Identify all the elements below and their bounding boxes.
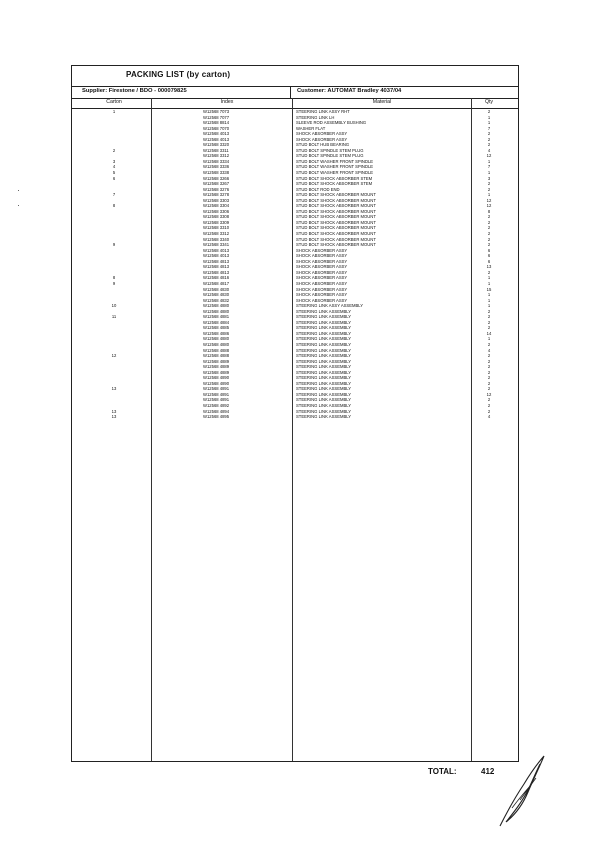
- row-material: STEERING LINK ASSEMBLY: [296, 314, 352, 320]
- row-index: W12568 4888: [203, 353, 230, 359]
- row-index: W12568 4889: [203, 369, 230, 375]
- row-material: STEERING LINK ASSY ASSEMBLY: [296, 303, 364, 309]
- row-material: STEERING LINK ASSEMBLY: [296, 369, 352, 375]
- row-material: STEERING LINK ASSEMBLY: [296, 330, 352, 336]
- row-carton: 3: [112, 158, 116, 164]
- row-qty: 2: [487, 219, 491, 225]
- row-qty: 2: [487, 325, 491, 331]
- row-index: W12568 3340: [203, 236, 230, 242]
- row-material: SHOCK ABSORBER ASSY: [296, 269, 348, 275]
- row-index: W12568 4888: [203, 347, 230, 353]
- row-qty: 7: [487, 125, 491, 131]
- row-carton: 13: [111, 414, 117, 420]
- row-material: STUD BOLT SPINDLE STEM PLUG: [296, 147, 364, 153]
- row-material: WASHER FLAT: [296, 125, 326, 131]
- handwritten-signature: [490, 750, 560, 830]
- row-index: W12568 4891: [203, 386, 230, 392]
- row-index: W12568 8814: [203, 120, 230, 126]
- total-value: 412: [481, 767, 495, 776]
- row-index: W12568 3311: [203, 147, 229, 153]
- row-qty: 7: [487, 164, 491, 170]
- row-index: W12568 4813: [203, 269, 230, 275]
- row-qty: 2: [487, 236, 491, 242]
- row-material: STEERING LINK ASSEMBLY: [296, 364, 352, 370]
- row-index: W12568 7077: [203, 114, 230, 120]
- row-qty: 1: [487, 114, 491, 120]
- row-index: W12568 4891: [203, 397, 230, 403]
- row-index: W12568 3276: [203, 186, 230, 192]
- row-qty: 1: [487, 120, 491, 126]
- row-index: W12568 4889: [203, 358, 230, 364]
- header-qty: Qty: [484, 99, 494, 105]
- row-material: SHOCK ABSORBER ASSY: [296, 286, 348, 292]
- row-index: W12568 4832: [203, 297, 230, 303]
- row-qty: 2: [487, 231, 491, 237]
- row-material: STUD BOLT SHOCK ABSORBER MOUNT: [296, 197, 376, 203]
- row-material: STEERING LINK LH: [296, 114, 335, 120]
- row-material: STUD BOLT SPINDLE STEM PLUG: [296, 153, 364, 159]
- row-qty: 2: [487, 364, 491, 370]
- row-index: W12568 7073: [203, 109, 230, 114]
- row-material: STEERING LINK ASSEMBLY: [296, 319, 352, 325]
- row-index: W12568 4816: [203, 275, 230, 281]
- header-carton: Carton: [106, 99, 122, 105]
- row-material: STEERING LINK ASSEMBLY: [296, 353, 352, 359]
- row-material: STUD BOLT SHOCK ABSORBER STEM: [296, 175, 373, 181]
- row-material: SHOCK ABSORBER ASSY: [296, 131, 348, 137]
- row-carton: 12: [111, 353, 117, 359]
- row-carton: 13: [111, 408, 117, 414]
- header-index: Index: [220, 99, 234, 105]
- packing-list-sheet: [71, 65, 519, 762]
- row-index: W12568 4830: [203, 286, 230, 292]
- row-qty: 12: [486, 197, 492, 203]
- row-index: W12568 3304: [203, 203, 230, 209]
- row-material: STEERING LINK ASSEMBLY: [296, 341, 352, 347]
- row-qty: 1: [487, 280, 491, 286]
- row-material: STEERING LINK ASSEMBLY: [296, 380, 352, 386]
- row-index: W12568 4889: [203, 364, 230, 370]
- row-index: W12568 7070: [203, 125, 230, 131]
- row-index: W12568 3306: [203, 208, 230, 214]
- row-carton: 4: [112, 164, 116, 170]
- row-material: STEERING LINK ASSEMBLY: [296, 397, 352, 403]
- scan-mark: [18, 190, 19, 191]
- row-index: W12568 4890: [203, 380, 230, 386]
- row-material: STUD BOLT SHOCK ABSORBER MOUNT: [296, 219, 376, 225]
- row-qty: 8: [487, 208, 491, 214]
- row-index: W12568 4880: [203, 303, 230, 309]
- row-qty: 2: [487, 242, 491, 248]
- row-qty: 6: [487, 253, 491, 259]
- row-index: W12568 4884: [203, 319, 230, 325]
- row-material: SHOCK ABSORBER ASSY: [296, 136, 348, 142]
- row-index: W12568 3338: [203, 170, 230, 176]
- row-qty: 2: [487, 341, 491, 347]
- row-qty: 2: [487, 181, 491, 187]
- row-material: STEERING LINK ASSEMBLY: [296, 402, 352, 408]
- row-index: W12568 4891: [203, 391, 230, 397]
- row-qty: 14: [486, 330, 492, 336]
- row-index: W12568 4892: [203, 402, 230, 408]
- row-qty: 2: [487, 319, 491, 325]
- row-carton: 1: [112, 109, 116, 114]
- row-qty: 6: [487, 258, 491, 264]
- row-qty: 2: [487, 369, 491, 375]
- row-material: SHOCK ABSORBER ASSY: [296, 247, 348, 253]
- row-qty: 4: [487, 414, 491, 420]
- row-qty: 2: [487, 353, 491, 359]
- row-carton: 9: [112, 242, 116, 248]
- table-header: [72, 98, 518, 109]
- row-carton: 8: [112, 275, 116, 281]
- row-qty: 4: [487, 147, 491, 153]
- row-qty: 2: [487, 314, 491, 320]
- row-qty: 2: [487, 269, 491, 275]
- row-material: SLEEVE ROD ASSEMBLY BUSHING: [296, 120, 367, 126]
- header-material: Material: [372, 99, 392, 105]
- row-qty: 2: [487, 225, 491, 231]
- row-material: STEERING LINK ASSY RHT: [296, 109, 350, 114]
- row-material: STUD BOLT WASHER FRONT SPINDLE: [296, 164, 374, 170]
- row-index: W12568 4885: [203, 325, 230, 331]
- row-qty: 1: [487, 192, 491, 198]
- row-qty: 1: [487, 275, 491, 281]
- row-qty: 2: [487, 386, 491, 392]
- row-index: W12568 3266: [203, 175, 230, 181]
- row-index: W12568 4817: [203, 280, 230, 286]
- row-material: STUD BOLT SHOCK ABSORBER MOUNT: [296, 192, 376, 198]
- table-row: [72, 414, 520, 420]
- row-qty: 3: [487, 175, 491, 181]
- row-material: STEERING LINK ASSEMBLY: [296, 358, 352, 364]
- row-index: W12568 3312: [203, 153, 230, 159]
- row-qty: 2: [487, 308, 491, 314]
- row-material: STUD BOLT WASHER FRONT SPINDLE: [296, 170, 374, 176]
- row-qty: 2: [487, 136, 491, 142]
- row-qty: 1: [487, 303, 491, 309]
- row-index: W12568 4830: [203, 292, 230, 298]
- total-label: TOTAL:: [428, 767, 457, 776]
- row-carton: 9: [112, 280, 116, 286]
- row-material: STEERING LINK ASSEMBLY: [296, 391, 352, 397]
- row-qty: 2: [487, 380, 491, 386]
- row-material: STEERING LINK ASSEMBLY: [296, 308, 352, 314]
- row-material: STUD BOLT SHOCK ABSORBER MOUNT: [296, 203, 376, 209]
- row-material: STUD BOLT WASHER FRONT SPINDLE: [296, 158, 374, 164]
- row-index: W12568 3267: [203, 181, 230, 187]
- row-carton: 2: [112, 147, 116, 153]
- row-qty: 2: [487, 402, 491, 408]
- row-material: STUD BOLT SHOCK ABSORBER MOUNT: [296, 208, 376, 214]
- row-index: W12568 4895: [203, 414, 230, 420]
- row-qty: 1: [487, 336, 491, 342]
- row-material: STEERING LINK ASSEMBLY: [296, 408, 352, 414]
- row-material: STEERING LINK ASSEMBLY: [296, 325, 352, 331]
- row-material: STUD BOLT SHOCK ABSORBER MOUNT: [296, 242, 376, 248]
- row-material: SHOCK ABSORBER ASSY: [296, 297, 348, 303]
- row-qty: 2: [487, 408, 491, 414]
- row-material: SHOCK ABSORBER ASSY: [296, 280, 348, 286]
- row-qty: 12: [486, 153, 492, 159]
- row-index: W12568 4013: [203, 253, 230, 259]
- row-index: W12568 4013: [203, 247, 230, 253]
- row-qty: 13: [486, 264, 492, 270]
- supplier-label: Supplier: Firestone / BDO - 000079825: [82, 88, 187, 94]
- row-material: STEERING LINK ASSEMBLY: [296, 336, 352, 342]
- row-index: W12568 4013: [203, 136, 230, 142]
- row-qty: 2: [487, 358, 491, 364]
- info-divider: [290, 86, 291, 98]
- row-index: W12568 3312: [203, 231, 230, 237]
- row-material: STEERING LINK ASSEMBLY: [296, 414, 352, 420]
- row-qty: 1: [487, 292, 491, 298]
- row-index: W12568 3334: [203, 158, 230, 164]
- row-qty: 2: [487, 397, 491, 403]
- title-row: [72, 66, 518, 87]
- row-index: W12568 3310: [203, 225, 230, 231]
- row-qty: 1: [487, 297, 491, 303]
- row-index: W12568 4880: [203, 341, 230, 347]
- row-index: W12568 4813: [203, 264, 230, 270]
- row-carton: 7: [112, 192, 116, 198]
- row-carton: 6: [112, 175, 116, 181]
- row-index: W12568 4881: [203, 314, 230, 320]
- row-qty: 2: [487, 109, 491, 114]
- row-qty: 2: [487, 375, 491, 381]
- row-index: W12568 3308: [203, 214, 230, 220]
- row-index: W12568 3309: [203, 219, 230, 225]
- row-material: SHOCK ABSORBER ASSY: [296, 253, 348, 259]
- row-carton: 10: [111, 303, 117, 309]
- row-material: STEERING LINK ASSEMBLY: [296, 386, 352, 392]
- row-index: W12568 3336: [203, 164, 230, 170]
- row-qty: 4: [487, 347, 491, 353]
- row-index: W12568 4886: [203, 330, 230, 336]
- row-index: W12568 4890: [203, 375, 230, 381]
- row-qty: 12: [486, 203, 492, 209]
- row-material: SHOCK ABSORBER ASSY: [296, 292, 348, 298]
- row-material: STUD BOLT SHOCK ABSORBER MOUNT: [296, 214, 376, 220]
- table-body: [72, 109, 520, 420]
- row-carton: 13: [111, 386, 117, 392]
- row-material: SHOCK ABSORBER ASSY: [296, 264, 348, 270]
- customer-label: Customer: AUTOMAT Bradley 4037/04: [297, 88, 402, 94]
- row-material: STEERING LINK ASSEMBLY: [296, 375, 352, 381]
- row-index: W12568 4813: [203, 258, 230, 264]
- row-carton: 11: [111, 314, 117, 320]
- row-qty: 1: [487, 170, 491, 176]
- row-carton: 5: [112, 170, 116, 176]
- row-qty: 6: [487, 247, 491, 253]
- row-material: SHOCK ABSORBER ASSY: [296, 275, 348, 281]
- row-carton: 8: [112, 203, 116, 209]
- row-index: W12568 4880: [203, 308, 230, 314]
- row-qty: 2: [487, 214, 491, 220]
- document-title: PACKING LIST (by carton): [126, 70, 231, 79]
- scan-mark: [18, 205, 19, 206]
- row-index: W12568 3278: [203, 192, 230, 198]
- row-qty: 12: [486, 391, 492, 397]
- row-qty: 1: [487, 158, 491, 164]
- row-material: SHOCK ABSORBER ASSY: [296, 258, 348, 264]
- row-qty: 2: [487, 186, 491, 192]
- row-material: STUD BOLT SHOCK ABSORBER MOUNT: [296, 231, 376, 237]
- row-material: STUD BOLT ROD END: [296, 186, 340, 192]
- row-material: STUD BOLT HUB BEARING: [296, 142, 350, 148]
- row-material: STEERING LINK ASSEMBLY: [296, 347, 352, 353]
- row-material: STUD BOLT SHOCK ABSORBER MOUNT: [296, 236, 376, 242]
- row-index: W12568 3341: [203, 242, 230, 248]
- row-index: W12568 3320: [203, 142, 230, 148]
- row-index: W12568 4880: [203, 336, 230, 342]
- row-index: W12568 4894: [203, 408, 230, 414]
- row-index: W12568 3303: [203, 197, 230, 203]
- row-qty: 2: [487, 142, 491, 148]
- row-index: W12568 4013: [203, 131, 230, 137]
- row-material: STUD BOLT SHOCK ABSORBER MOUNT: [296, 225, 376, 231]
- row-material: STUD BOLT SHOCK ABSORBER STEM: [296, 181, 373, 187]
- row-qty: 2: [487, 131, 491, 137]
- row-qty: 15: [486, 286, 492, 292]
